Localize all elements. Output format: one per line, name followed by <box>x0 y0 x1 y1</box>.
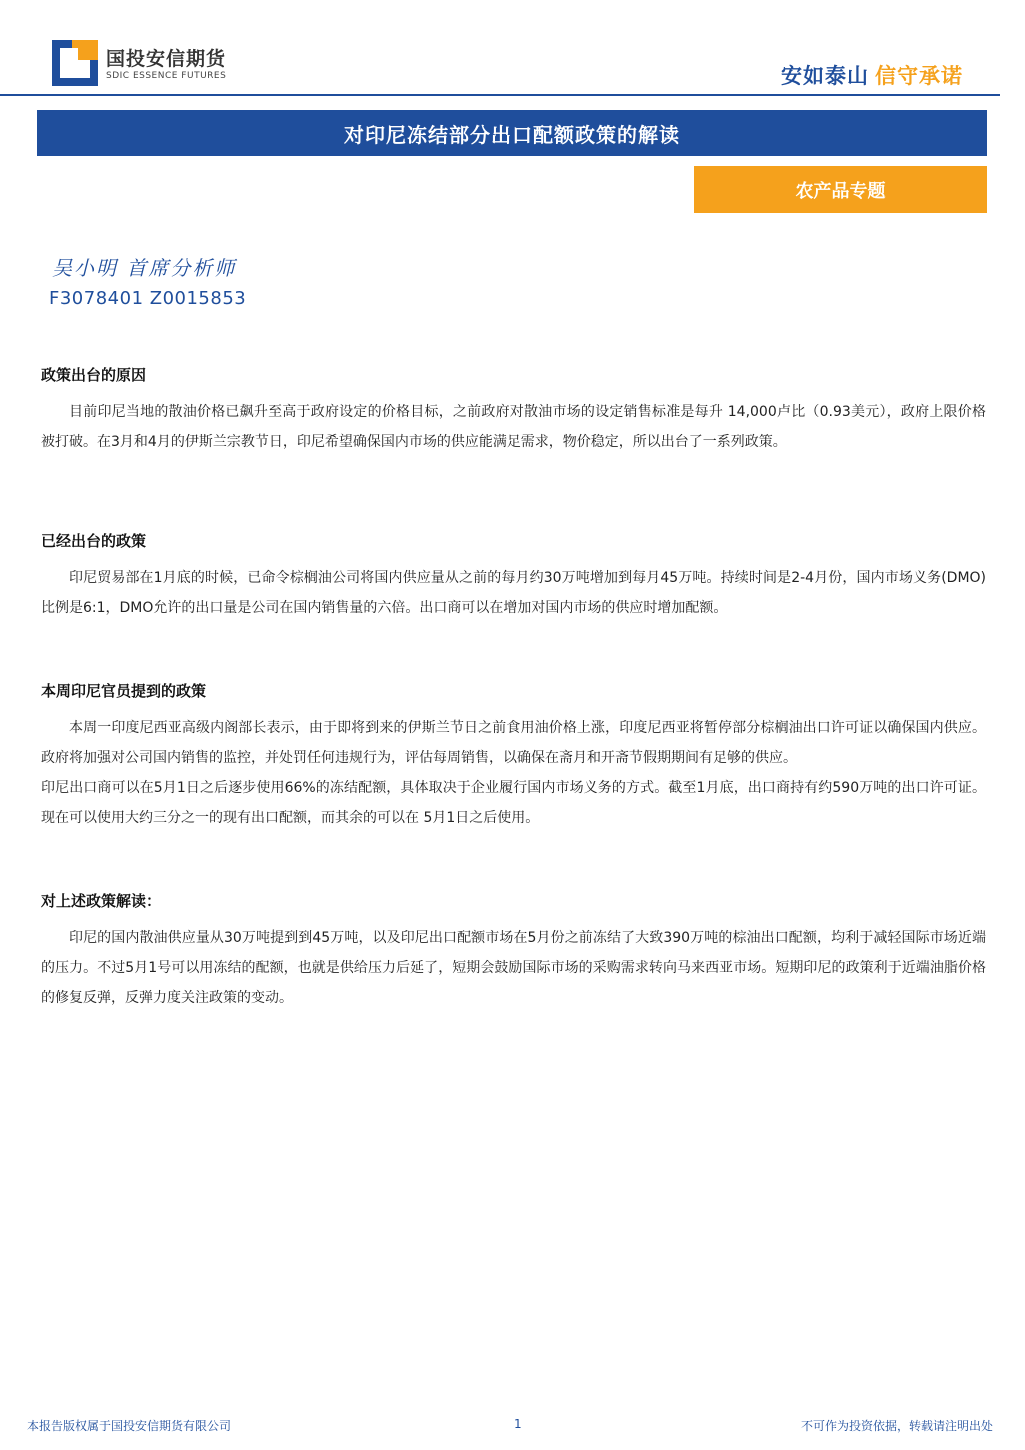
section-interpretation <box>41 890 986 1013</box>
page-header <box>0 0 1025 100</box>
page-number: 1 <box>514 1417 522 1431</box>
section-paragraph: 印尼贸易部在1月底的时候，已命令棕榈油公司将国内供应量从之前的每月约30万吨增加到每月45万吨。持续时间是2-4月份，国内市场义务(DMO)比例是6:1，DMO允许的出口量是公司在国内销售量的六倍。出口商可以在增加对国内市场的供应时增加配额。 <box>41 570 986 616</box>
author-line: 吴小明 首席分析师 <box>52 256 237 280</box>
section-issued-policy <box>41 530 986 623</box>
slogan <box>781 60 963 90</box>
analyst-codes: F3078401 Z0015853 <box>49 288 247 309</box>
slogan-part2: 信守承诺 <box>875 64 963 88</box>
section-officials-policy <box>41 680 986 833</box>
page-footer <box>0 1412 1025 1442</box>
section-heading: 本周印尼官员提到的政策 <box>41 682 207 700</box>
category-tag: 农产品专题 <box>694 166 987 213</box>
section-paragraph: 印尼的国内散油供应量从30万吨提到到45万吨，以及印尼出口配额市场在5月份之前冻结了大致390万吨的棕油出口配额，均利于减轻国际市场近端的压力。不过5月1号可以用冻结的配额，也就是供给压力后延了，短期会鼓励国际市场的采购需求转向马来西亚市场。短期印尼的政策利于近端油脂价格的修复反弹，反弹力度关注政策的变动。 <box>41 930 986 1006</box>
report-title: 对印尼冻结部分出口配额政策的解读 <box>37 110 987 156</box>
section-heading: 已经出台的政策 <box>41 532 147 550</box>
section-paragraph: 本周一印度尼西亚高级内阁部长表示，由于即将到来的伊斯兰节日之前食用油价格上涨，印度尼西亚将暂停部分棕榈油出口许可证以确保国内供应。政府将加强对公司国内销售的监控，并处罚任何违规行为，评估每周销售，以确保在斋月和开斋节假期期间有足够的供应。 <box>41 720 986 766</box>
company-name-cn: 国投安信期货 <box>106 48 227 70</box>
section-reason <box>41 364 986 457</box>
section-heading: 政策出台的原因 <box>41 366 147 384</box>
header-divider <box>0 94 1000 96</box>
section-paragraph: 印尼出口商可以在5月1日之后逐步使用66%的冻结配额，具体取决于企业履行国内市场义务的方式。截至1月底，出口商持有约590万吨的出口许可证。现在可以使用大约三分之一的现有出口配额，而其余的可以在 5月1日之后使用。 <box>41 780 986 826</box>
section-heading: 对上述政策解读： <box>41 892 162 910</box>
company-logo-icon <box>52 40 98 86</box>
company-name-en: SDIC ESSENCE FUTURES <box>106 71 227 81</box>
copyright-notice: 本报告版权属于国投安信期货有限公司 <box>27 1419 232 1433</box>
slogan-part1: 安如泰山 <box>781 64 869 88</box>
disclaimer: 不可作为投资依据，转载请注明出处 <box>800 1419 993 1433</box>
section-paragraph: 目前印尼当地的散油价格已飙升至高于政府设定的价格目标，之前政府对散油市场的设定销售标准是每升 14,000卢比（0.93美元），政府上限价格被打破。在3月和4月的伊斯兰宗教节日，印尼希望确保国内市场的供应能满足需求，物价稳定，所以出台了一系列政策。 <box>41 404 986 450</box>
